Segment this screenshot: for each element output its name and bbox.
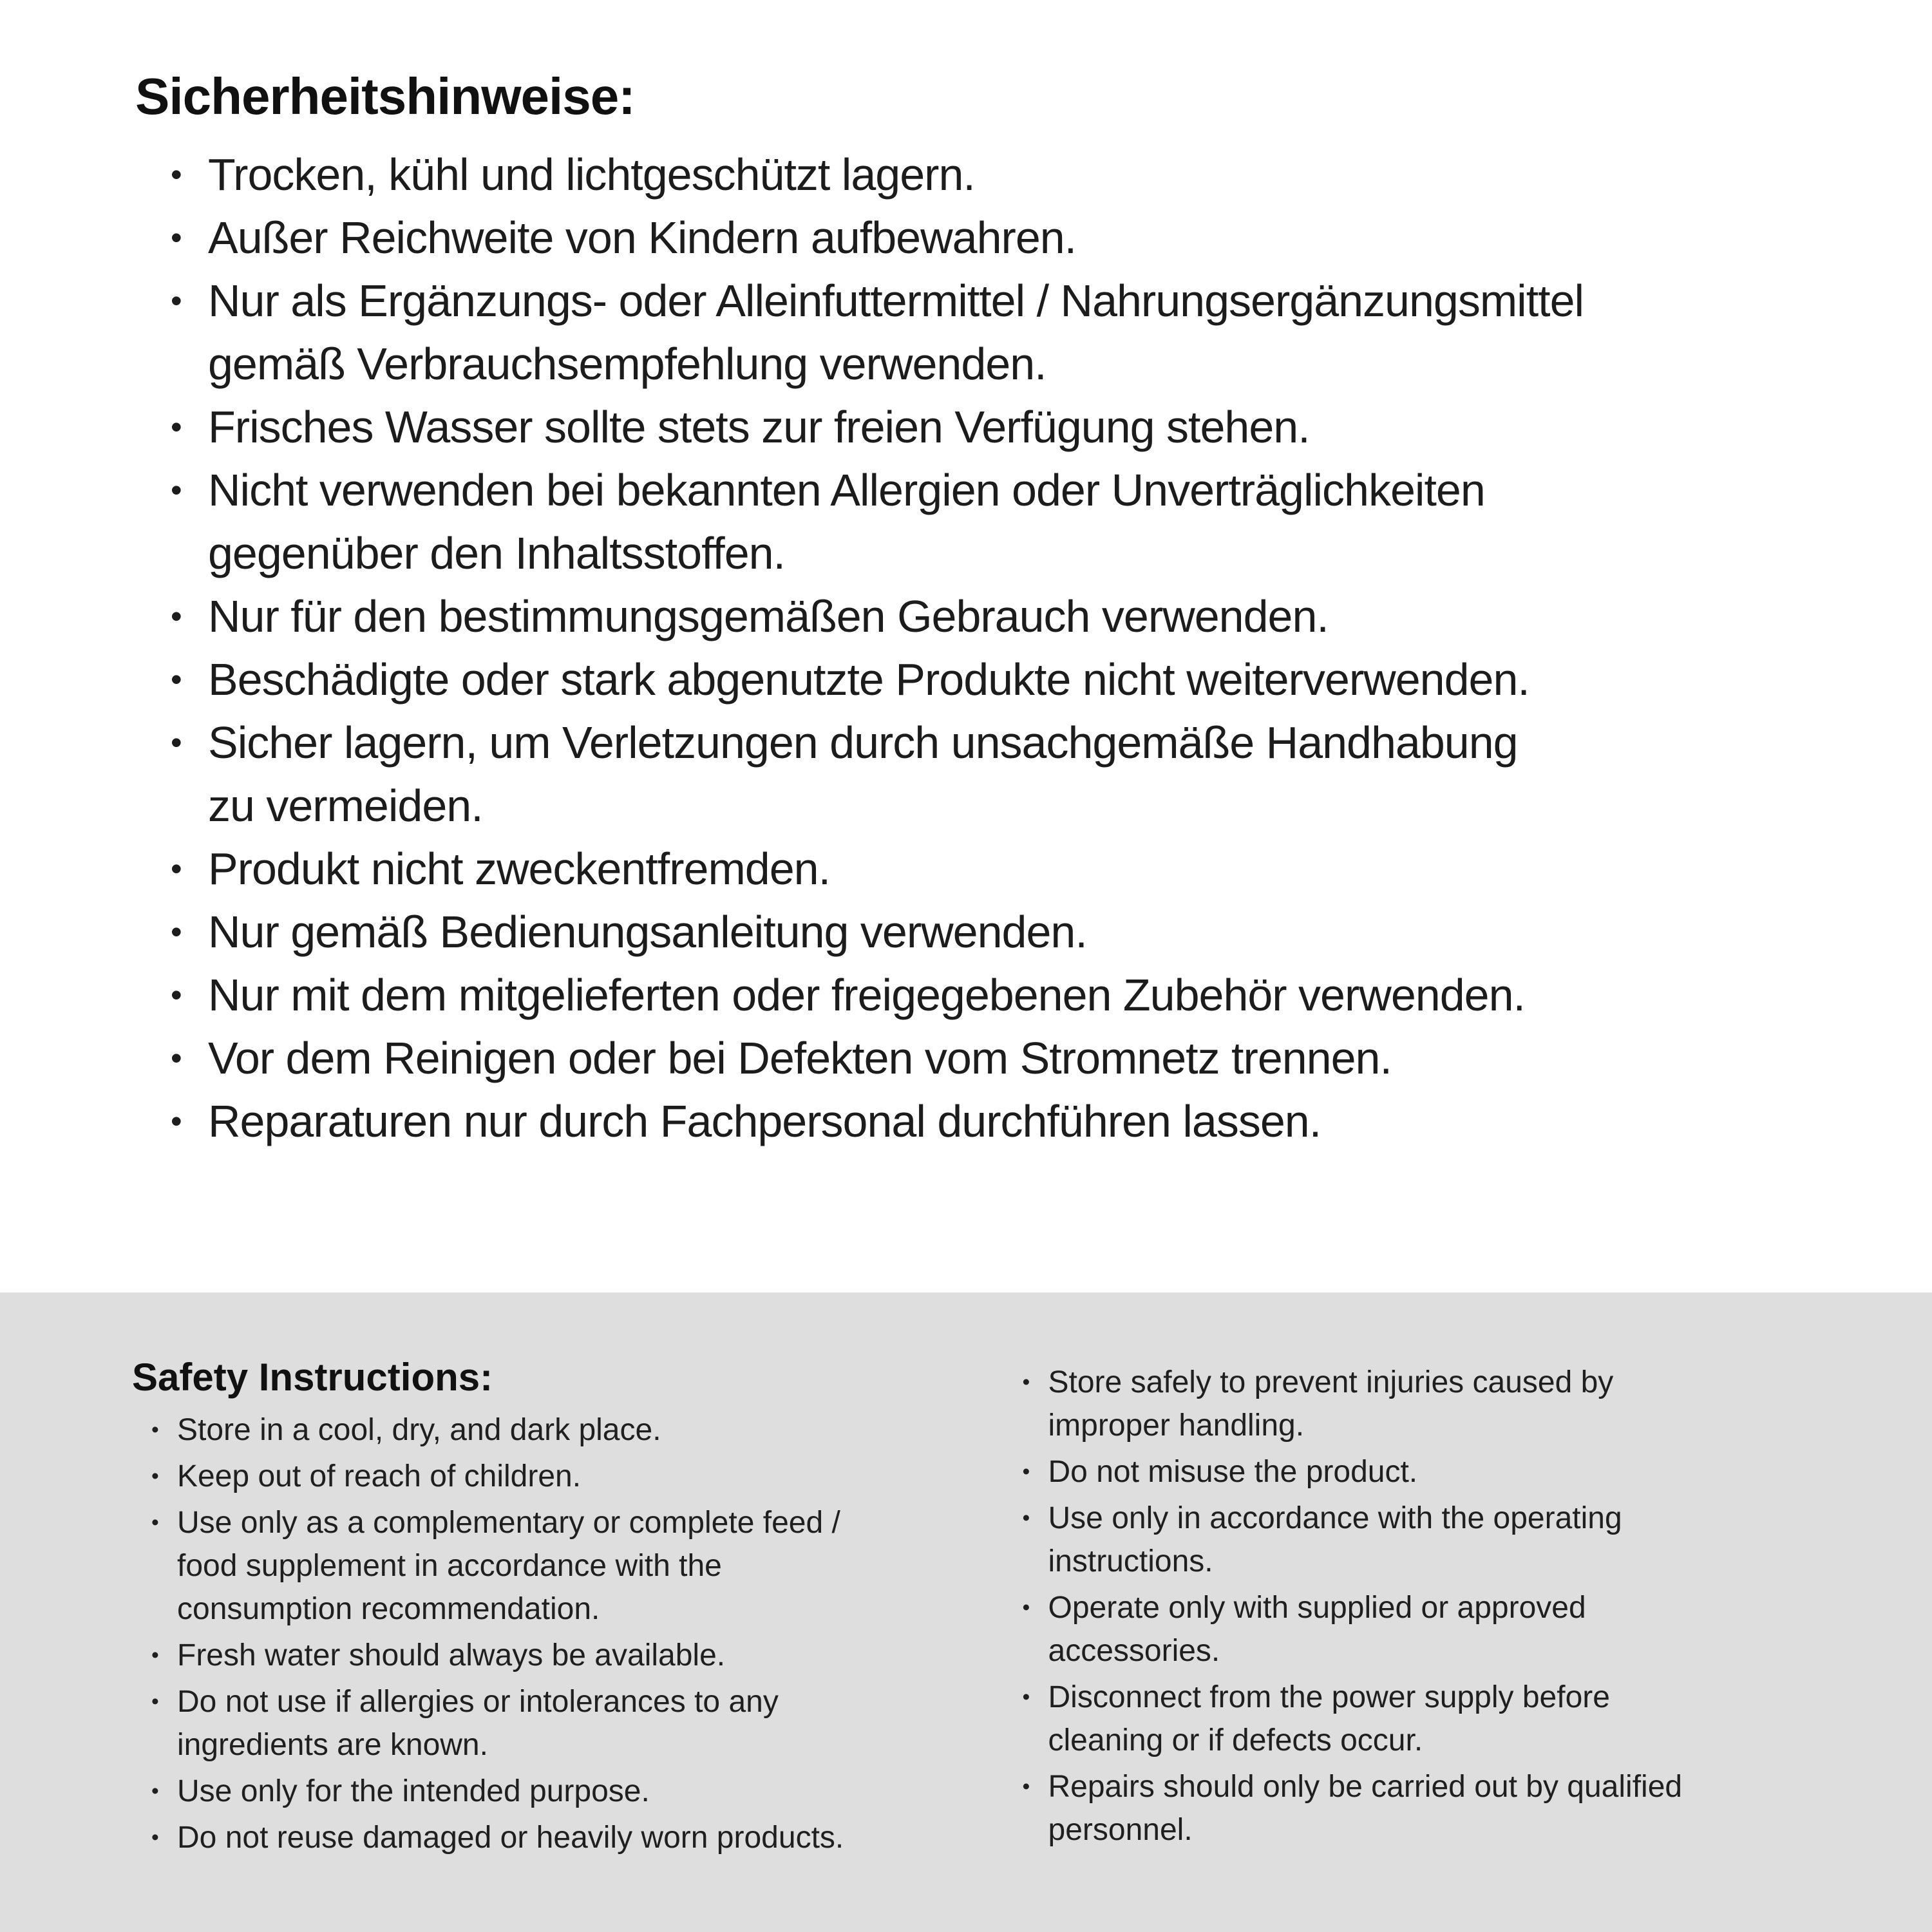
list-item xyxy=(1023,1361,1868,1447)
list-item xyxy=(171,648,1874,711)
list-item xyxy=(1023,1497,1868,1583)
list-item-line: • Do not use if allergies or intolerances to any xyxy=(177,1685,779,1719)
list-item-line: gemäß Verbrauchsempfehlung verwenden. xyxy=(208,339,1046,389)
list-item xyxy=(151,1770,978,1813)
list-item xyxy=(171,206,1874,269)
english-right-column xyxy=(1023,1357,1868,1855)
list-item xyxy=(171,711,1874,837)
list-item-line: • Nur mit dem mitgelieferten oder freigegebenen Zubehör verwenden. xyxy=(208,970,1525,1020)
list-item xyxy=(1023,1676,1868,1762)
list-item xyxy=(151,1680,978,1766)
list-item-line: • Store in a cool, dry, and dark place. xyxy=(177,1413,661,1447)
list-item xyxy=(171,837,1874,900)
list-item-line: personnel. xyxy=(1048,1813,1193,1847)
list-item-line: • Sicher lagern, um Verletzungen durch unsachgemäße Handhabung xyxy=(208,717,1518,768)
list-item xyxy=(1023,1450,1868,1493)
list-item-line: • Operate only with supplied or approved xyxy=(1048,1591,1586,1625)
list-item-line: • Disconnect from the power supply before xyxy=(1048,1680,1610,1714)
list-item-line: • Außer Reichweite von Kindern aufbewahren. xyxy=(208,213,1077,263)
list-item-line: cleaning or if defects occur. xyxy=(1048,1723,1423,1757)
list-item-line: • Store safely to prevent injuries caused by xyxy=(1048,1365,1614,1399)
list-item xyxy=(151,1408,978,1452)
list-item-line: • Keep out of reach of children. xyxy=(177,1459,582,1493)
list-item xyxy=(171,900,1874,963)
english-left-column xyxy=(132,1357,978,1862)
list-item-line: gegenüber den Inhaltsstoffen. xyxy=(208,528,786,578)
list-item-line: • Frisches Wasser sollte stets zur freien Verfügung stehen. xyxy=(208,402,1310,452)
list-item-line: improper handling. xyxy=(1048,1408,1305,1443)
list-item-line: • Nur als Ergänzungs- oder Alleinfuttermittel / Nahrungsergänzungsmittel xyxy=(208,276,1584,326)
list-item-line: • Fresh water should always be available. xyxy=(177,1638,726,1672)
list-item-line: • Use only as a complementary or complete feed / xyxy=(177,1506,840,1540)
list-item xyxy=(1023,1586,1868,1672)
list-item xyxy=(171,395,1874,459)
list-item-line: ingredients are known. xyxy=(177,1728,488,1762)
list-item xyxy=(171,269,1874,395)
list-item xyxy=(1023,1765,1868,1852)
list-item xyxy=(151,1501,978,1631)
list-item xyxy=(171,963,1874,1027)
german-heading: Sicherheitshinweise: xyxy=(135,68,635,125)
english-heading: Safety Instructions: xyxy=(132,1356,493,1399)
list-item-line: instructions. xyxy=(1048,1544,1213,1578)
list-item-line: • Use only in accordance with the operating xyxy=(1048,1501,1622,1535)
list-item-line: • Do not misuse the product. xyxy=(1048,1455,1418,1489)
list-item xyxy=(151,1634,978,1677)
list-item-line: • Vor dem Reinigen oder bei Defekten vom Stromnetz trennen. xyxy=(208,1033,1392,1083)
list-item xyxy=(171,585,1874,648)
list-item-line: • Repairs should only be carried out by qualified xyxy=(1048,1770,1683,1804)
list-item-line: food supplement in accordance with the xyxy=(177,1549,722,1583)
list-item-line: • Nicht verwenden bei bekannten Allergien oder Unverträglichkeiten xyxy=(208,465,1485,515)
list-item-line: • Beschädigte oder stark abgenutzte Produkte nicht weiterverwenden. xyxy=(208,654,1530,705)
list-item xyxy=(171,459,1874,585)
safety-section-english xyxy=(0,1293,1932,1932)
list-item-line: consumption recommendation. xyxy=(177,1592,600,1626)
list-item xyxy=(171,1027,1874,1090)
list-item xyxy=(151,1455,978,1498)
german-bullet-list xyxy=(171,143,1874,1153)
list-item xyxy=(171,1090,1874,1153)
list-item-line: • Nur für den bestimmungsgemäßen Gebrauch verwenden. xyxy=(208,591,1329,641)
list-item-line: accessories. xyxy=(1048,1634,1220,1668)
list-item-line: • Produkt nicht zweckentfremden. xyxy=(208,844,831,894)
english-bullet-list-right xyxy=(1023,1361,1868,1852)
list-item xyxy=(171,143,1874,206)
list-item-line: • Trocken, kühl und lichtgeschützt lagern. xyxy=(208,149,975,200)
list-item-line: • Reparaturen nur durch Fachpersonal durchführen lassen. xyxy=(208,1096,1321,1146)
english-bullet-list-left xyxy=(151,1408,978,1859)
list-item xyxy=(151,1816,978,1859)
list-item-line: • Use only for the intended purpose. xyxy=(177,1774,650,1808)
list-item-line: • Do not reuse damaged or heavily worn products. xyxy=(177,1821,844,1855)
list-item-line: • Nur gemäß Bedienungsanleitung verwenden. xyxy=(208,907,1087,957)
list-item-line: zu vermeiden. xyxy=(208,781,483,831)
